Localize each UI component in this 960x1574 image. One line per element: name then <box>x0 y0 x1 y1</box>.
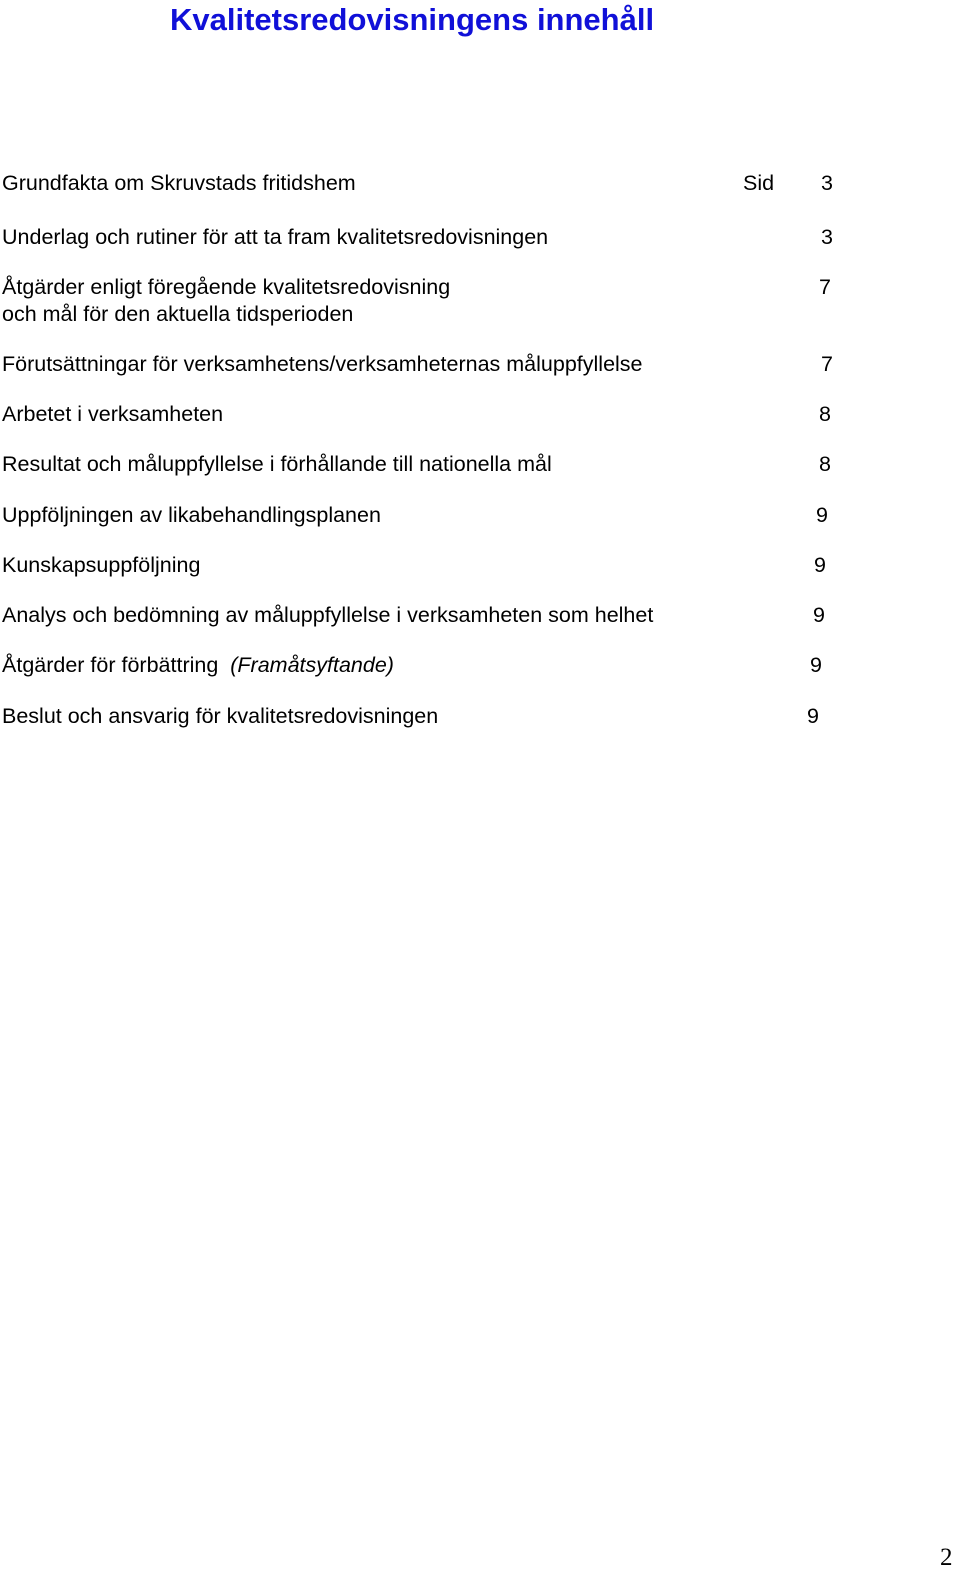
toc-entry-emphasis: (Framåtsyftande) <box>230 653 394 677</box>
toc-entry-title: Arbetet i verksamheten <box>2 402 224 426</box>
toc-entry-page: 9 <box>814 553 826 577</box>
toc-entry-title: Grundfakta om Skruvstads fritidshem <box>2 171 356 195</box>
toc-entry-page: 3 <box>821 171 833 195</box>
toc-entry-title: Underlag och rutiner för att ta fram kvalitetsredovisningen <box>2 225 549 249</box>
toc-entry-title: Kunskapsuppföljning <box>2 553 201 577</box>
toc-entry-title: Beslut och ansvarig för kvalitetsredovisningen <box>2 704 439 728</box>
toc-entry-page: 7 <box>821 352 833 376</box>
toc-entry-title: Uppföljningen av likabehandlingsplanen <box>2 503 381 527</box>
toc-entry-page: 9 <box>810 653 822 677</box>
toc-entry-title: Åtgärder enligt föregående kvalitetsredovisning <box>2 275 451 299</box>
page-column-label: Sid <box>743 171 775 195</box>
toc-entry-page: 8 <box>819 402 831 426</box>
page-number: 2 <box>940 1544 953 1571</box>
page-title: Kvalitetsredovisningens innehåll <box>170 2 655 37</box>
toc-entry-title: Resultat och måluppfyllelse i förhållande till nationella mål <box>2 452 552 476</box>
toc-entry-title: Analys och bedömning av måluppfyllelse i verksamheten som helhet <box>2 603 654 627</box>
toc-entry-page: 9 <box>807 704 819 728</box>
toc-entry-title-text: Åtgärder för förbättring <box>2 653 219 677</box>
toc-entry-title: Förutsättningar för verksamhetens/verksamheternas måluppfyllelse <box>2 352 643 376</box>
toc-entry-page: 3 <box>821 225 833 249</box>
toc-entry-title-continued: och mål för den aktuella tidsperioden <box>2 302 354 326</box>
toc-entry-page: 9 <box>816 503 828 527</box>
toc-entry-page: 7 <box>819 275 831 299</box>
toc-entry-page: 9 <box>813 603 825 627</box>
toc-entry-page: 8 <box>819 452 831 476</box>
toc-entry-title <box>2 651 394 679</box>
